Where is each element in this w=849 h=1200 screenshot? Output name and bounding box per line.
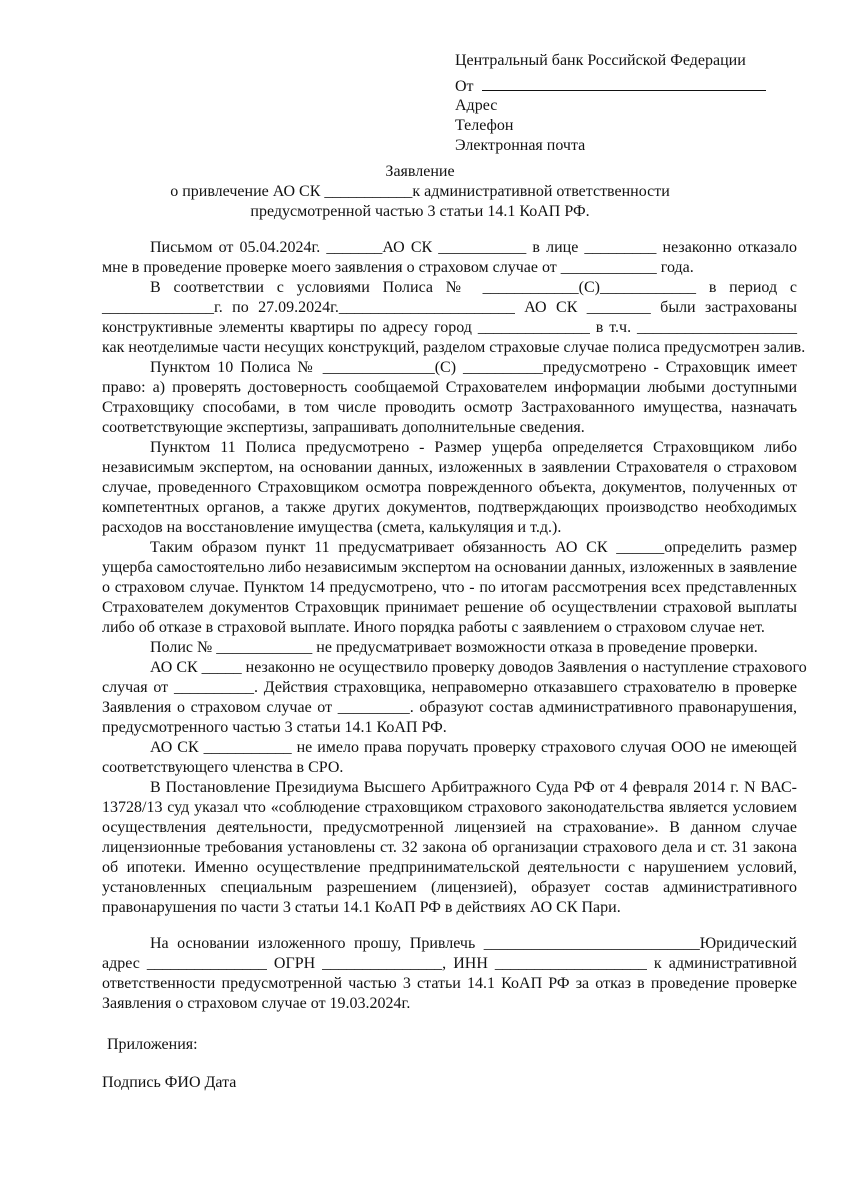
text-line: независимым экспертом, на основании данных, изложенных в заявлении Страхователя о страховом [102,459,797,476]
text-line: ответственности предусмотренной частью 3 статьи 14.1 КоАП РФ за отказ в проведение проверке [102,975,797,992]
text-line: расходов на восстановление имущества (смета, калькуляция и т.д.). [102,519,562,536]
text-line: осуществления деятельности, предусмотренной лицензией на страхование». В данном случае [102,819,797,836]
from-blank-line [482,76,766,91]
text-line: случая от __________. Действия страховщика, неправомерно отказавшего страхователю в проверке [102,679,797,696]
text-line: Заявления о страховом случае от _________. образуют состав административного правонарушения, [102,699,797,716]
text-line: право: а) проверять достоверность сообщаемой Страхователем информации любыми доступными [102,379,797,396]
text-line: адрес _______________ ОГРН _______________, ИНН ___________________ к административной [102,955,797,972]
title-line: предусмотренной частью 3 статьи 14.1 КоАП РФ. [250,203,590,220]
text-line: Страхователем документов Страховщик принимает решение об осуществлении страховой выплаты [102,599,797,616]
address-label: Адрес [455,97,498,114]
paragraph [102,738,797,778]
text-line: Полис № ____________ не предусматривает возможности отказа в проведение проверки. [150,639,758,656]
recipient: Центральный банк Российской Федерации [455,52,746,69]
text-line: В соответствии с условиями Полиса № ____________(С)____________ в период с [150,279,797,296]
text-line: АО СК ___________ не имело права поручать проверку страхового случая ООО не имеющей [150,739,797,756]
text-line: ______________г. по 27.09.2024г.______________________ АО СК ________ были застрахованы [102,299,797,316]
paragraph [102,778,797,918]
text-line: Страховщику способами, в том числе проводить осмотр Застрахованного имущества, назначать [102,399,797,416]
text-line: ущерба самостоятельно либо независимым экспертом на основании данных, изложенных в заявление [102,559,797,576]
title-line: о привлечение АО СК ___________к административной ответственности [170,183,670,200]
text-line: На основании изложенного прошу, Привлечь ___________________________Юридический [150,935,797,952]
text-line: АО СК _____ незаконно не осуществило проверку доводов Заявления о наступление страхового [150,659,807,676]
from-field [455,76,766,96]
text-line: Пунктом 11 Полиса предусмотрено - Размер ущерба определяется Страховщиком либо [150,439,797,456]
text-line: Пунктом 10 Полиса № ______________(С) __________предусмотрено - Страховщик имеет [150,359,797,376]
paragraph [102,358,797,438]
paragraph [102,538,797,638]
text-line: либо об отказе в страховой выплате. Иного порядка работы с заявлением о страховом случае нет. [102,619,765,636]
paragraph [102,638,797,658]
text-line: установленных специальным разрешением (лицензией), образует состав административного [102,879,797,896]
paragraph [102,934,797,1014]
text-line: правонарушения по части 3 статьи 14.1 КоАП РФ в действиях АО СК Пари. [102,899,621,916]
addressee-block [455,51,766,156]
text-line: случае, проведенного Страховщиком осмотра поврежденного объекта, документов, полученных от [102,479,797,496]
text-line: В Постановление Президиума Высшего Арбитражного Суда РФ от 4 февраля 2014 г. N ВАС- [150,779,797,796]
attachments-label: Приложения: [107,1036,198,1053]
document-body [102,238,807,918]
text-line: Письмом от 05.04.2024г. _______АО СК ___________ в лице _________ незаконно отказало [150,239,797,256]
text-line: Таким образом пункт 11 предусматривает обязанность АО СК ______определить размер [150,539,797,556]
text-line: о страховом случае. Пунктом 14 предусмотрено, что - по итогам рассмотрения всех представленных [102,579,797,596]
paragraph [102,658,807,738]
text-line: конструктивные элементы квартиры по адресу город ______________ в т.ч. ____________________ [102,319,797,336]
text-line: лицензионные требования установлены ст. 32 закона об организации страхового дела и ст. 31 закона [102,839,797,856]
document-title [120,162,720,222]
text-line: мне в проведение проверке моего заявления о страховом случае от ____________ года. [102,259,694,276]
text-line: предусмотренного частью 3 статьи 14.1 КоАП РФ. [102,719,447,736]
text-line: 13728/13 суд указал что «соблюдение страховщиком страхового законодательства является условием [102,799,797,816]
text-line: соответствующего членства в СРО. [102,759,344,776]
text-line: соответствующие экспертизы, запрашивать дополнительные сведения. [102,419,585,436]
text-line: компетентных органов, а также других документов, подтверждающих производство необходимых [102,499,797,516]
paragraph [102,438,797,538]
paragraph [102,238,797,278]
signature-line: Подпись ФИО Дата [102,1074,237,1091]
paragraph [102,278,806,358]
title-heading: Заявление [385,163,455,180]
phone-label: Телефон [455,117,514,134]
request-paragraph [102,934,797,1014]
text-line: как неотделимые части несущих конструкций, разделом страховые случае полиса предусмотрен залив. [102,339,806,356]
from-label: От [455,78,474,95]
text-line: об ипотеки. Именно осуществление предпринимательской деятельности с нарушением условий, [102,859,797,876]
email-label: Электронная почта [455,137,586,154]
text-line: Заявления о страховом случае от 19.03.2024г. [102,995,411,1012]
